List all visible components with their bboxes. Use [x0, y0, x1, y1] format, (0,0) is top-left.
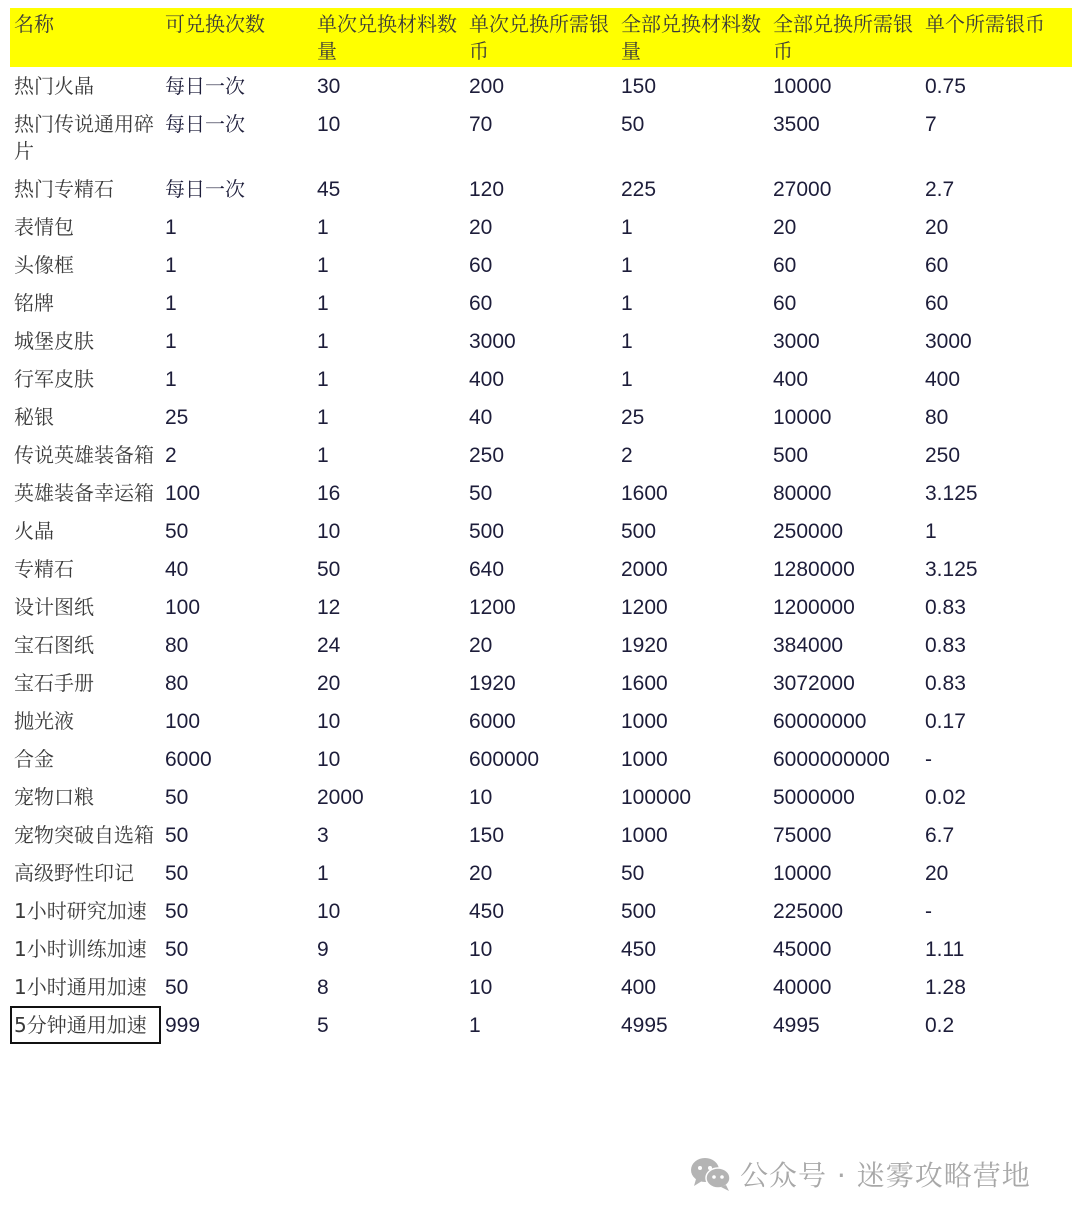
cell-value: 5000000 — [773, 786, 855, 809]
table-row — [10, 550, 1072, 588]
cell-value: 10000 — [773, 862, 832, 885]
cell-value: 50 — [317, 558, 341, 581]
header-name: 名称 — [14, 12, 54, 36]
cell-value: 1.11 — [925, 938, 965, 961]
cell-value: 30 — [317, 75, 341, 98]
table-row — [10, 105, 1072, 170]
exchange-table — [10, 8, 1072, 1044]
cell-value: 2000 — [621, 558, 668, 581]
table-row — [10, 588, 1072, 626]
cell-value: 0.83 — [925, 672, 966, 695]
cell-value: 100000 — [621, 786, 692, 809]
cell-item-name: 英雄装备幸运箱 — [14, 481, 154, 505]
table-row — [10, 284, 1072, 322]
cell-value: 20 — [469, 634, 493, 657]
cell-value: 120 — [469, 178, 505, 201]
cell-value: 7 — [925, 113, 937, 136]
cell-value: 1000 — [621, 710, 668, 733]
cell-value: 80 — [165, 634, 189, 657]
cell-item-name: 1小时通用加速 — [14, 975, 147, 999]
cell-value: 0.02 — [925, 786, 966, 809]
cell-value: 1 — [317, 254, 329, 277]
cell-value: 70 — [469, 113, 493, 136]
cell-value: 3500 — [773, 113, 820, 136]
cell-value: 16 — [317, 482, 341, 505]
cell-value: 1 — [317, 406, 329, 429]
cell-value: - — [925, 748, 932, 771]
header-unit-silver-cost: 单个所需银币 — [925, 12, 1045, 36]
cell-value: 60 — [469, 254, 493, 277]
cell-value: 50 — [469, 482, 493, 505]
cell-value: 50 — [165, 520, 189, 543]
cell-value: 200 — [469, 75, 505, 98]
cell-item-name: 宠物突破自选箱 — [14, 823, 154, 847]
cell-value: 640 — [469, 558, 505, 581]
cell-value: 1 — [165, 368, 177, 391]
cell-value: 250 — [469, 444, 505, 467]
cell-value: 80000 — [773, 482, 832, 505]
cell-value: 1 — [317, 330, 329, 353]
cell-value: 25 — [621, 406, 645, 429]
cell-value: 60 — [469, 292, 493, 315]
cell-value: 1 — [317, 862, 329, 885]
cell-value: 每日一次 — [165, 112, 245, 136]
cell-item-name: 秘银 — [14, 405, 54, 429]
cell-value: 100 — [165, 596, 201, 619]
cell-value: 50 — [621, 113, 645, 136]
watermark-text: 公众号 · 迷雾攻略营地 — [740, 1159, 1031, 1192]
cell-value: 150 — [469, 824, 505, 847]
cell-value: 60 — [773, 254, 797, 277]
cell-value: 1 — [621, 368, 633, 391]
cell-value: 1000 — [621, 748, 668, 771]
table-row — [10, 626, 1072, 664]
cell-value: 1 — [469, 1014, 481, 1037]
table-row — [10, 892, 1072, 930]
table-row — [10, 1006, 1072, 1044]
cell-value: 3 — [317, 824, 329, 847]
cell-value: 1 — [621, 292, 633, 315]
cell-value: 100 — [165, 710, 201, 733]
table-row — [10, 664, 1072, 702]
table-row — [10, 170, 1072, 208]
cell-value: 50 — [165, 862, 189, 885]
cell-item-name: 热门专精石 — [14, 177, 114, 201]
cell-value: 10 — [469, 976, 493, 999]
cell-value: 10 — [469, 938, 493, 961]
cell-value: 50 — [165, 976, 189, 999]
cell-value: 225000 — [773, 900, 844, 923]
cell-value: 0.83 — [925, 596, 966, 619]
cell-value: 20 — [925, 216, 949, 239]
cell-value: 450 — [621, 938, 657, 961]
table-row — [10, 816, 1072, 854]
cell-item-name: 1小时训练加速 — [14, 937, 147, 961]
table-row — [10, 702, 1072, 740]
cell-value: 500 — [773, 444, 809, 467]
cell-value: 1 — [165, 330, 177, 353]
cell-value: 2000 — [317, 786, 364, 809]
cell-value: 10 — [317, 113, 341, 136]
cell-value: 1 — [165, 216, 177, 239]
cell-value: 50 — [165, 938, 189, 961]
cell-value: 1 — [317, 444, 329, 467]
cell-value: 3.125 — [925, 558, 978, 581]
cell-value: 8 — [317, 976, 329, 999]
cell-value: 1 — [165, 254, 177, 277]
cell-item-name: 设计图纸 — [14, 595, 94, 619]
cell-value: 250 — [925, 444, 961, 467]
cell-value: 500 — [621, 520, 657, 543]
cell-value: 384000 — [773, 634, 844, 657]
table-body — [10, 67, 1072, 1044]
cell-value: 250000 — [773, 520, 844, 543]
cell-value: 1200 — [469, 596, 516, 619]
cell-value: 5 — [317, 1014, 329, 1037]
cell-value: 80 — [165, 672, 189, 695]
cell-value: 60 — [925, 292, 949, 315]
cell-value: 3000 — [925, 330, 972, 353]
cell-value: 2 — [621, 444, 633, 467]
cell-item-name: 热门火晶 — [14, 74, 94, 98]
table-row — [10, 322, 1072, 360]
table-row — [10, 67, 1072, 105]
cell-value: 4995 — [773, 1014, 820, 1037]
cell-value: 0.75 — [925, 75, 966, 98]
cell-value: 20 — [773, 216, 797, 239]
cell-value: 2.7 — [925, 178, 955, 201]
table-row — [10, 930, 1072, 968]
cell-value: 6000 — [469, 710, 516, 733]
wechat-icon — [690, 1156, 732, 1192]
cell-item-name: 火晶 — [14, 519, 54, 543]
cell-value: 12 — [317, 596, 341, 619]
cell-item-name: 5分钟通用加速 — [10, 1006, 161, 1044]
cell-value: 1 — [317, 216, 329, 239]
cell-value: 1 — [621, 216, 633, 239]
cell-value: 3072000 — [773, 672, 855, 695]
table-row — [10, 512, 1072, 550]
cell-value: 1200 — [621, 596, 668, 619]
cell-item-name: 头像框 — [14, 253, 74, 277]
cell-value: 每日一次 — [165, 177, 245, 201]
cell-item-name: 宠物口粮 — [14, 785, 94, 809]
cell-value: 0.2 — [925, 1014, 955, 1037]
cell-value: 10000 — [773, 406, 832, 429]
cell-value: 6000000000 — [773, 748, 890, 771]
table-row — [10, 360, 1072, 398]
table-row — [10, 398, 1072, 436]
watermark — [690, 1154, 1031, 1194]
cell-value: 3000 — [773, 330, 820, 353]
cell-value: 60 — [925, 254, 949, 277]
cell-value: 500 — [469, 520, 505, 543]
cell-item-name: 1小时研究加速 — [14, 899, 147, 923]
cell-value: 1920 — [469, 672, 516, 695]
cell-value: 40 — [469, 406, 493, 429]
cell-value: 1 — [925, 520, 937, 543]
cell-value: 10 — [317, 520, 341, 543]
header-single-silver-cost: 单次兑换所需银币 — [469, 12, 609, 63]
cell-value: 400 — [469, 368, 505, 391]
cell-value: 20 — [317, 672, 341, 695]
cell-value: 1200000 — [773, 596, 855, 619]
cell-value: 3.125 — [925, 482, 978, 505]
cell-value: 6.7 — [925, 824, 955, 847]
cell-value: 500 — [621, 900, 657, 923]
cell-value: 1000 — [621, 824, 668, 847]
cell-value: 150 — [621, 75, 657, 98]
cell-value: - — [925, 900, 932, 923]
cell-value: 6000 — [165, 748, 212, 771]
cell-item-name: 高级野性印记 — [14, 861, 134, 885]
cell-value: 50 — [621, 862, 645, 885]
cell-value: 1 — [621, 330, 633, 353]
table-row — [10, 208, 1072, 246]
cell-item-name: 铭牌 — [14, 291, 54, 315]
cell-value: 40000 — [773, 976, 832, 999]
cell-value: 20 — [925, 862, 949, 885]
header-exchange-count: 可兑换次数 — [165, 12, 265, 36]
table-row — [10, 436, 1072, 474]
cell-value: 400 — [925, 368, 961, 391]
cell-item-name: 抛光液 — [14, 709, 74, 733]
cell-value: 20 — [469, 216, 493, 239]
cell-value: 45 — [317, 178, 341, 201]
cell-value: 1 — [621, 254, 633, 277]
cell-item-name: 宝石图纸 — [14, 633, 94, 657]
cell-value: 0.83 — [925, 634, 966, 657]
cell-value: 1600 — [621, 482, 668, 505]
cell-value: 10000 — [773, 75, 832, 98]
cell-item-name: 行军皮肤 — [14, 367, 94, 391]
cell-item-name: 宝石手册 — [14, 671, 94, 695]
cell-item-name: 传说英雄装备箱 — [14, 443, 154, 467]
cell-value: 2 — [165, 444, 177, 467]
cell-value: 1920 — [621, 634, 668, 657]
cell-value: 4995 — [621, 1014, 668, 1037]
table-row — [10, 968, 1072, 1006]
cell-item-name: 热门传说通用碎片 — [14, 112, 154, 163]
header-total-silver-cost: 全部兑换所需银币 — [773, 12, 913, 63]
cell-value: 75000 — [773, 824, 832, 847]
table-row — [10, 246, 1072, 284]
cell-value: 450 — [469, 900, 505, 923]
cell-value: 20 — [469, 862, 493, 885]
cell-value: 225 — [621, 178, 657, 201]
table-row — [10, 854, 1072, 892]
cell-value: 50 — [165, 786, 189, 809]
cell-item-name: 专精石 — [14, 557, 74, 581]
table-header-row — [10, 8, 1072, 67]
cell-value: 100 — [165, 482, 201, 505]
cell-item-name: 合金 — [14, 747, 54, 771]
cell-value: 每日一次 — [165, 74, 245, 98]
cell-value: 60 — [773, 292, 797, 315]
cell-value: 45000 — [773, 938, 832, 961]
cell-value: 27000 — [773, 178, 832, 201]
cell-value: 1 — [317, 368, 329, 391]
cell-value: 50 — [165, 900, 189, 923]
cell-value: 24 — [317, 634, 341, 657]
cell-value: 400 — [773, 368, 809, 391]
cell-value: 1280000 — [773, 558, 855, 581]
header-single-material-qty: 单次兑换材料数量 — [317, 12, 457, 63]
cell-value: 600000 — [469, 748, 540, 771]
cell-value: 1.28 — [925, 976, 966, 999]
cell-value: 1600 — [621, 672, 668, 695]
cell-item-name: 城堡皮肤 — [14, 329, 94, 353]
cell-value: 10 — [469, 786, 493, 809]
cell-value: 10 — [317, 710, 341, 733]
header-total-material-qty: 全部兑换材料数量 — [621, 12, 761, 63]
cell-value: 10 — [317, 900, 341, 923]
cell-value: 0.17 — [925, 710, 966, 733]
cell-value: 999 — [165, 1014, 201, 1037]
cell-value: 1 — [165, 292, 177, 315]
cell-value: 25 — [165, 406, 189, 429]
cell-value: 50 — [165, 824, 189, 847]
cell-value: 1 — [317, 292, 329, 315]
cell-value: 3000 — [469, 330, 516, 353]
cell-item-name: 表情包 — [14, 215, 74, 239]
cell-value: 80 — [925, 406, 949, 429]
cell-value: 9 — [317, 938, 329, 961]
cell-value: 60000000 — [773, 710, 867, 733]
cell-value: 400 — [621, 976, 657, 999]
table-row — [10, 740, 1072, 778]
cell-value: 10 — [317, 748, 341, 771]
cell-value: 40 — [165, 558, 189, 581]
table-row — [10, 474, 1072, 512]
table-row — [10, 778, 1072, 816]
